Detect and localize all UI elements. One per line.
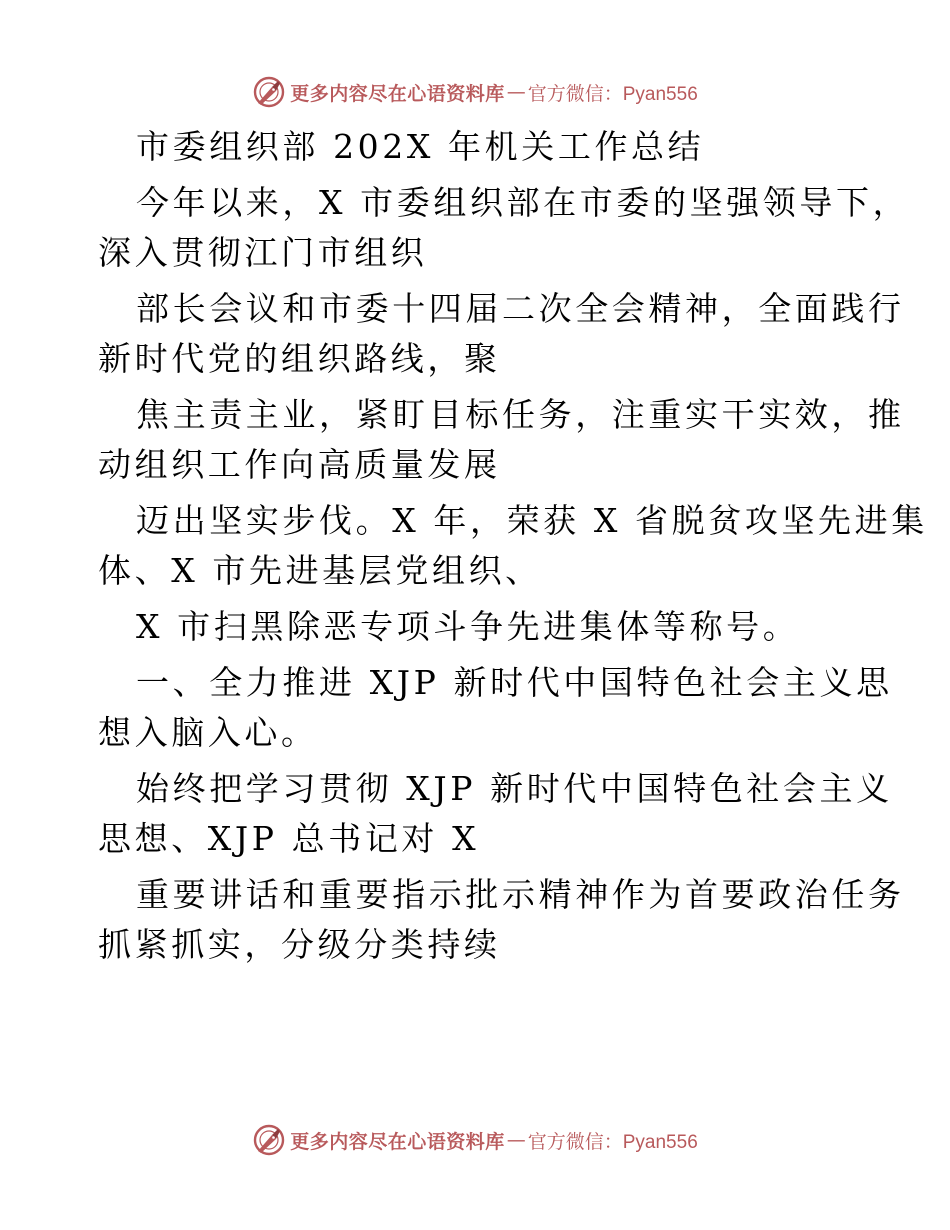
watermark-text: 更多内容尽在心语资料库	[290, 1130, 505, 1153]
paragraph-line: 抓紧抓实，分级分类持续	[98, 925, 501, 964]
paragraph-line: 新时代党的组织路线，聚	[98, 339, 501, 378]
watermark-contact-id: Pyan556	[622, 83, 698, 105]
pen-nib-circle-icon	[252, 75, 286, 109]
paragraph-line: X 市扫黑除恶专项斗争先进集体等称号。	[136, 607, 800, 646]
paragraph-line: 部长会议和市委十四届二次全会精神，全面践行	[136, 289, 905, 328]
watermark-contact-label: 官方微信：	[527, 1130, 623, 1153]
paragraph-line: 思想、XJP 总书记对 X	[98, 819, 480, 858]
paragraph-line: 焦主责主业，紧盯目标任务，注重实干实效，推	[136, 395, 905, 434]
header-watermark	[0, 72, 950, 112]
section-heading-line: 想入脑入心。	[98, 713, 318, 752]
document-body	[98, 122, 928, 970]
paragraph-line: 始终把学习贯彻 XJP 新时代中国特色社会主义	[136, 769, 893, 808]
watermark-text: 更多内容尽在心语资料库	[290, 82, 505, 105]
watermark-dash: —	[506, 1129, 526, 1151]
watermark-contact	[528, 79, 698, 106]
document-title: 市委组织部 202X 年机关工作总结	[136, 127, 705, 166]
paragraph-line: 动组织工作向高质量发展	[98, 445, 501, 484]
watermark-contact-label: 官方微信：	[527, 82, 623, 105]
section-heading-line: 一、全力推进 XJP 新时代中国特色社会主义思	[136, 663, 893, 702]
paragraph-line: 体、X 市先进基层党组织、	[98, 551, 542, 590]
watermark-contact	[528, 1127, 698, 1154]
watermark-contact-id: Pyan556	[622, 1131, 698, 1153]
pen-nib-circle-icon	[252, 1123, 286, 1157]
paragraph-line: 重要讲话和重要指示批示精神作为首要政治任务	[136, 875, 905, 914]
paragraph-line: 深入贯彻江门市组织	[98, 233, 428, 272]
footer-watermark	[0, 1120, 950, 1160]
paragraph-line: 迈出坚实步伐。X 年，荣获 X 省脱贫攻坚先进集	[136, 501, 928, 540]
watermark-dash: —	[506, 81, 526, 103]
paragraph-line: 今年以来，X 市委组织部在市委的坚强领导下，	[136, 183, 910, 222]
